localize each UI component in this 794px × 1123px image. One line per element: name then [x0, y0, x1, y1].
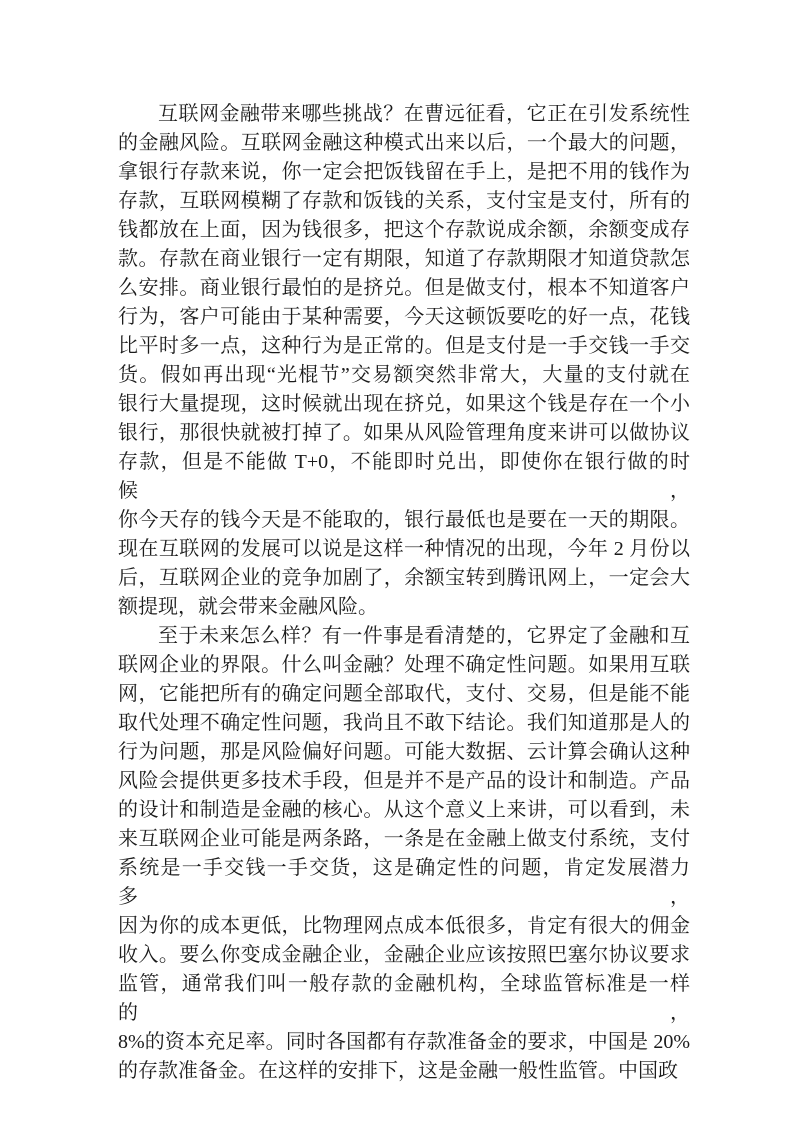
text-line: 8%的资本充足率。同时各国都有存款准备金的要求，中国是 20%	[118, 1031, 690, 1053]
text-body	[118, 100, 690, 1086]
text-line: 存款，互联网模糊了存款和饭钱的关系，支付宝是支付，所有的	[118, 190, 690, 212]
text-line: 的金融风险。互联网金融这种模式出来以后，一个最大的问题，	[118, 132, 690, 154]
text-line: 互联网金融带来哪些挑战？在曹远征看，它正在引发系统性	[158, 103, 690, 125]
text-line: 至于未来怎么样？有一件事是看清楚的，它界定了金融和互	[158, 625, 690, 647]
text-line: 款。存款在商业银行一定有期限，知道了存款期限才知道贷款怎	[118, 248, 690, 270]
text-line: 存款，但是不能做 T+0，不能即时兑出，即使你在银行做的时候，	[118, 451, 690, 502]
text-line: 因为你的成本更低，比物理网点成本低很多，肯定有很大的佣金	[118, 915, 690, 937]
text-line: 额提现，就会带来金融风险。	[118, 596, 378, 618]
text-line: 取代处理不确定性问题，我尚且不敢下结论。我们知道那是人的	[118, 712, 690, 734]
text-line: 监管，通常我们叫一般存款的金融机构，全球监管标准是一样的，	[118, 973, 690, 1024]
text-line: 行为，客户可能由于某种需要，今天这顿饭要吃的好一点，花钱	[118, 306, 690, 328]
text-line: 银行，那很快就被打掉了。如果从风险管理角度来讲可以做协议	[118, 422, 690, 444]
paragraph	[118, 622, 690, 1086]
text-line: 收入。要么你变成金融企业，金融企业应该按照巴塞尔协议要求	[118, 944, 690, 966]
text-line: 的存款准备金。在这样的安排下，这是金融一般性监管。中国政	[118, 1060, 678, 1082]
text-line: 网，它能把所有的确定问题全部取代，支付、交易，但是能不能	[118, 683, 690, 705]
text-line: 风险会提供更多技术手段，但是并不是产品的设计和制造。产品	[118, 770, 690, 792]
paragraph	[118, 100, 690, 622]
text-line: 来互联网企业可能是两条路，一条是在金融上做支付系统，支付	[118, 828, 690, 850]
text-line: 拿银行存款来说，你一定会把饭钱留在手上，是把不用的钱作为	[118, 161, 690, 183]
text-line: 钱都放在上面，因为钱很多，把这个存款说成余额，余额变成存	[118, 219, 690, 241]
text-line: 行为问题，那是风险偏好问题。可能大数据、云计算会确认这种	[118, 741, 690, 763]
text-line: 么安排。商业银行最怕的是挤兑。但是做支付，根本不知道客户	[118, 277, 690, 299]
text-line: 银行大量提现，这时候就出现在挤兑，如果这个钱是存在一个小	[118, 393, 690, 415]
text-line: 的设计和制造是金融的核心。从这个意义上来讲，可以看到，未	[118, 799, 690, 821]
text-line: 货。假如再出现“光棍节”交易额突然非常大，大量的支付就在	[118, 364, 690, 386]
text-line: 现在互联网的发展可以说是这样一种情况的出现，今年 2 月份以	[118, 538, 690, 560]
text-line: 后，互联网企业的竞争加剧了，余额宝转到腾讯网上，一定会大	[118, 567, 690, 589]
text-line: 你今天存的钱今天是不能取的，银行最低也是要在一天的期限。	[118, 509, 690, 531]
text-line: 系统是一手交钱一手交货，这是确定性的问题，肯定发展潜力多，	[118, 857, 690, 908]
text-line: 联网企业的界限。什么叫金融？处理不确定性问题。如果用互联	[118, 654, 690, 676]
text-line: 比平时多一点，这种行为是正常的。但是支付是一手交钱一手交	[118, 335, 690, 357]
